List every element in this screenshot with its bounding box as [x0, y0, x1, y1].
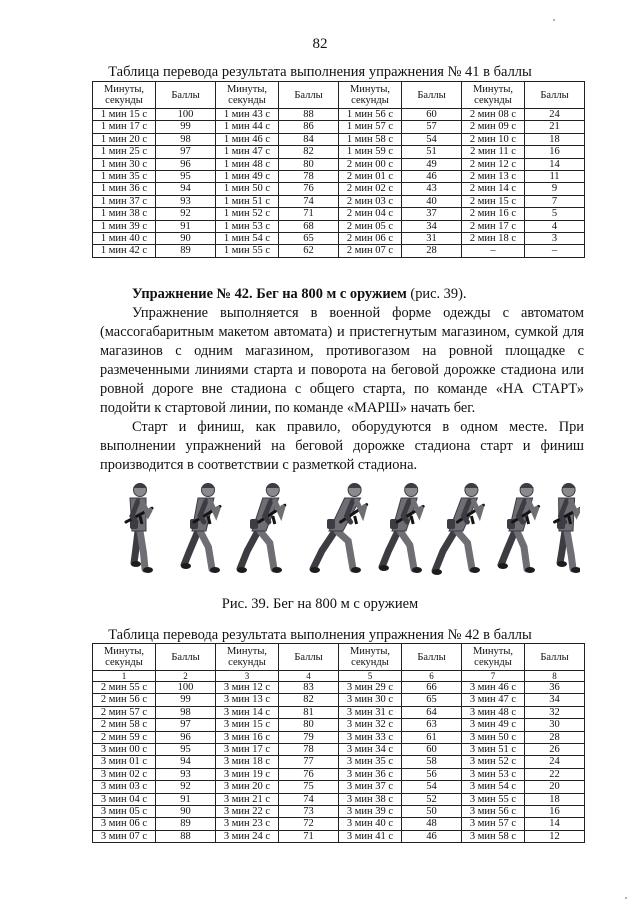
points-cell: 63: [402, 719, 462, 731]
time-cell: 3 мин 50 с: [462, 731, 525, 743]
time-cell: 1 мин 35 с: [93, 171, 156, 183]
time-cell: 3 мин 46 с: [462, 682, 525, 694]
time-cell: 3 мин 56 с: [462, 806, 525, 818]
points-cell: 26: [525, 744, 585, 756]
time-cell: 3 мин 49 с: [462, 719, 525, 731]
points-cell: 14: [525, 818, 585, 830]
time-cell: 3 мин 15 с: [216, 719, 279, 731]
time-cell: 2 мин 16 с: [462, 208, 525, 220]
points-cell: 68: [279, 220, 339, 232]
exercise-title: Упражнение № 42. Бег на 800 м с оружием: [132, 286, 407, 302]
time-cell: 3 мин 32 с: [339, 719, 402, 731]
time-cell: 1 мин 53 с: [216, 220, 279, 232]
time-cell: 1 мин 15 с: [93, 109, 156, 121]
column-number: 2: [156, 671, 216, 682]
points-cell: 60: [402, 109, 462, 121]
points-cell: 78: [279, 171, 339, 183]
time-cell: 3 мин 37 с: [339, 781, 402, 793]
time-cell: 3 мин 06 с: [93, 818, 156, 830]
time-cell: 2 мин 55 с: [93, 682, 156, 694]
points-cell: 32: [525, 706, 585, 718]
table2-body: [93, 682, 585, 843]
running-soldier: [181, 483, 220, 573]
time-cell: 3 мин 22 с: [216, 806, 279, 818]
time-cell: 3 мин 33 с: [339, 731, 402, 743]
points-cell: 93: [156, 195, 216, 207]
points-cell: 99: [156, 694, 216, 706]
points-cell: 28: [525, 731, 585, 743]
table1-caption: Таблица перевода результата выполнения упражнения № 41 в баллы: [108, 64, 532, 80]
time-cell: 2 мин 00 с: [339, 158, 402, 170]
points-cell: 84: [279, 133, 339, 145]
points-cell: 46: [402, 830, 462, 842]
points-cell: 58: [402, 756, 462, 768]
points-cell: 81: [279, 706, 339, 718]
table1-body: [93, 109, 585, 258]
points-cell: 21: [525, 121, 585, 133]
page-number: 82: [312, 36, 328, 52]
points-cell: 3: [525, 233, 585, 245]
points-cell: 14: [525, 158, 585, 170]
points-cell: 90: [156, 233, 216, 245]
time-cell: 3 мин 07 с: [93, 830, 156, 842]
points-cell: 49: [402, 158, 462, 170]
time-cell: 1 мин 55 с: [216, 245, 279, 257]
points-cell: 65: [279, 233, 339, 245]
points-cell: 56: [402, 768, 462, 780]
table2-column-numbers: [93, 671, 585, 682]
time-cell: 3 мин 57 с: [462, 818, 525, 830]
column-header: Баллы: [156, 644, 216, 671]
table-row: [93, 195, 585, 207]
time-cell: 3 мин 31 с: [339, 706, 402, 718]
time-cell: 3 мин 41 с: [339, 830, 402, 842]
points-cell: 7: [525, 195, 585, 207]
time-cell: 1 мин 44 с: [216, 121, 279, 133]
time-cell: 2 мин 11 с: [462, 146, 525, 158]
points-cell: 18: [525, 133, 585, 145]
points-cell: 78: [279, 744, 339, 756]
points-cell: 89: [156, 245, 216, 257]
points-cell: 98: [156, 706, 216, 718]
points-cell: 16: [525, 146, 585, 158]
points-cell: 90: [156, 806, 216, 818]
points-cell: 94: [156, 756, 216, 768]
points-cell: 31: [402, 233, 462, 245]
points-cell: 46: [402, 171, 462, 183]
time-cell: 3 мин 03 с: [93, 781, 156, 793]
time-cell: 2 мин 05 с: [339, 220, 402, 232]
points-cell: 34: [402, 220, 462, 232]
points-cell: 22: [525, 768, 585, 780]
points-cell: 50: [402, 806, 462, 818]
table1-header-row: [93, 82, 585, 109]
points-cell: 82: [279, 146, 339, 158]
points-cell: 62: [279, 245, 339, 257]
points-cell: 92: [156, 208, 216, 220]
time-cell: 2 мин 06 с: [339, 233, 402, 245]
time-cell: 1 мин 43 с: [216, 109, 279, 121]
time-cell: 3 мин 01 с: [93, 756, 156, 768]
time-cell: 3 мин 36 с: [339, 768, 402, 780]
points-cell: 89: [156, 818, 216, 830]
time-cell: 3 мин 30 с: [339, 694, 402, 706]
points-cell: 18: [525, 793, 585, 805]
time-cell: 1 мин 59 с: [339, 146, 402, 158]
time-cell: 3 мин 39 с: [339, 806, 402, 818]
scan-speck: [625, 897, 627, 899]
table-row: [93, 208, 585, 220]
points-cell: 83: [279, 682, 339, 694]
points-cell: 4: [525, 220, 585, 232]
table-row: [93, 171, 585, 183]
time-cell: 3 мин 16 с: [216, 731, 279, 743]
column-number: 8: [525, 671, 585, 682]
time-cell: 1 мин 36 с: [93, 183, 156, 195]
figure-caption: Рис. 39. Бег на 800 м с оружием: [221, 596, 419, 612]
points-cell: 88: [156, 830, 216, 842]
table-row: [93, 806, 585, 818]
time-cell: 2 мин 07 с: [339, 245, 402, 257]
points-cell: 20: [525, 781, 585, 793]
points-cell: 52: [402, 793, 462, 805]
points-cell: –: [525, 245, 585, 257]
column-header: Баллы: [525, 82, 585, 109]
time-cell: 3 мин 02 с: [93, 768, 156, 780]
points-cell: 48: [402, 818, 462, 830]
time-cell: 3 мин 55 с: [462, 793, 525, 805]
table-row: [93, 121, 585, 133]
points-cell: 66: [402, 682, 462, 694]
points-cell: 94: [156, 183, 216, 195]
time-cell: 3 мин 53 с: [462, 768, 525, 780]
time-cell: 3 мин 54 с: [462, 781, 525, 793]
time-cell: 1 мин 39 с: [93, 220, 156, 232]
points-cell: 54: [402, 781, 462, 793]
points-cell: 5: [525, 208, 585, 220]
column-header: Минуты, секунды: [216, 82, 279, 109]
points-cell: 97: [156, 146, 216, 158]
points-cell: 65: [402, 694, 462, 706]
time-cell: 1 мин 20 с: [93, 133, 156, 145]
running-soldier: [379, 483, 423, 573]
running-soldier: [126, 483, 153, 573]
time-cell: 1 мин 40 с: [93, 233, 156, 245]
time-cell: 3 мин 40 с: [339, 818, 402, 830]
column-header: Минуты, секунды: [462, 644, 525, 671]
table-row: [93, 719, 585, 731]
table-row: [93, 682, 585, 694]
column-header: Баллы: [279, 644, 339, 671]
time-cell: 1 мин 50 с: [216, 183, 279, 195]
time-cell: 3 мин 38 с: [339, 793, 402, 805]
points-cell: 77: [279, 756, 339, 768]
column-header: Минуты, секунды: [216, 644, 279, 671]
points-cell: 54: [402, 133, 462, 145]
time-cell: 3 мин 21 с: [216, 793, 279, 805]
points-cell: 100: [156, 682, 216, 694]
points-cell: 75: [279, 781, 339, 793]
points-cell: 71: [279, 830, 339, 842]
time-cell: 2 мин 10 с: [462, 133, 525, 145]
table-row: [93, 744, 585, 756]
points-cell: 91: [156, 220, 216, 232]
time-cell: 1 мин 49 с: [216, 171, 279, 183]
table-row: [93, 818, 585, 830]
column-header: Минуты, секунды: [93, 644, 156, 671]
column-number: 1: [93, 671, 156, 682]
points-cell: 80: [279, 158, 339, 170]
time-cell: 1 мин 46 с: [216, 133, 279, 145]
table-row: [93, 183, 585, 195]
table-row: [93, 706, 585, 718]
time-cell: 3 мин 23 с: [216, 818, 279, 830]
time-cell: 3 мин 12 с: [216, 682, 279, 694]
points-cell: 76: [279, 768, 339, 780]
time-cell: 1 мин 47 с: [216, 146, 279, 158]
table-row: [93, 220, 585, 232]
time-cell: 1 мин 58 с: [339, 133, 402, 145]
table-row: [93, 694, 585, 706]
table-row: [93, 146, 585, 158]
time-cell: 1 мин 56 с: [339, 109, 402, 121]
points-cell: 100: [156, 109, 216, 121]
points-cell: 9: [525, 183, 585, 195]
points-cell: 24: [525, 756, 585, 768]
time-cell: 2 мин 58 с: [93, 719, 156, 731]
points-cell: 36: [525, 682, 585, 694]
time-cell: 1 мин 37 с: [93, 195, 156, 207]
time-cell: 1 мин 42 с: [93, 245, 156, 257]
column-header: Баллы: [402, 82, 462, 109]
time-cell: 2 мин 18 с: [462, 233, 525, 245]
table1: [92, 81, 585, 258]
points-cell: 95: [156, 171, 216, 183]
points-cell: 93: [156, 768, 216, 780]
points-cell: 60: [402, 744, 462, 756]
column-number: 5: [339, 671, 402, 682]
time-cell: 3 мин 58 с: [462, 830, 525, 842]
running-soldier: [310, 483, 367, 573]
exercise-paragraph-1: Упражнение выполняется в военной форме одежды с автоматом (массогабаритным макетом автомата) и пристегнутым магазином, сумкой для магазинов с одним магазином, противогазом на ровной площадке с размеченными линиями старта и поворота на беговой дорожке стадиона или ровной дороге вне стадиона с общего старта, по команде «НА СТАРТ» подойти к стартовой линии, по команде «МАРШ» начать бег.: [100, 305, 584, 416]
points-cell: 72: [279, 818, 339, 830]
column-header: Минуты, секунды: [339, 82, 402, 109]
time-cell: 1 мин 57 с: [339, 121, 402, 133]
column-header: Баллы: [402, 644, 462, 671]
time-cell: 3 мин 29 с: [339, 682, 402, 694]
points-cell: 76: [279, 183, 339, 195]
time-cell: 1 мин 38 с: [93, 208, 156, 220]
running-soldier: [237, 483, 285, 573]
time-cell: 3 мин 51 с: [462, 744, 525, 756]
time-cell: 3 мин 05 с: [93, 806, 156, 818]
table-row: [93, 781, 585, 793]
time-cell: 2 мин 15 с: [462, 195, 525, 207]
time-cell: 1 мин 17 с: [93, 121, 156, 133]
column-header: Баллы: [525, 644, 585, 671]
points-cell: 80: [279, 719, 339, 731]
time-cell: 3 мин 14 с: [216, 706, 279, 718]
scan-speck: [553, 19, 555, 21]
points-cell: 71: [279, 208, 339, 220]
points-cell: 12: [525, 830, 585, 842]
time-cell: 1 мин 48 с: [216, 158, 279, 170]
time-cell: 1 мин 52 с: [216, 208, 279, 220]
time-cell: 2 мин 17 с: [462, 220, 525, 232]
table-row: [93, 109, 585, 121]
column-number: 4: [279, 671, 339, 682]
exercise-paragraph-2: Старт и финиш, как правило, оборудуются в одном месте. При выполнении упражнений на беговой дорожке стадиона старт и финиш производится в соответствии с разметкой стадиона.: [100, 419, 584, 473]
table-row: [93, 133, 585, 145]
time-cell: 2 мин 02 с: [339, 183, 402, 195]
points-cell: 99: [156, 121, 216, 133]
time-cell: 2 мин 57 с: [93, 706, 156, 718]
table-row: [93, 158, 585, 170]
running-soldiers-figure: [120, 476, 580, 576]
time-cell: 3 мин 47 с: [462, 694, 525, 706]
time-cell: 3 мин 34 с: [339, 744, 402, 756]
time-cell: 2 мин 04 с: [339, 208, 402, 220]
time-cell: 2 мин 56 с: [93, 694, 156, 706]
points-cell: 97: [156, 719, 216, 731]
points-cell: 74: [279, 793, 339, 805]
points-cell: 73: [279, 806, 339, 818]
points-cell: 37: [402, 208, 462, 220]
column-header: Минуты, секунды: [462, 82, 525, 109]
time-cell: 3 мин 13 с: [216, 694, 279, 706]
time-cell: 3 мин 35 с: [339, 756, 402, 768]
points-cell: 34: [525, 694, 585, 706]
table2: [92, 643, 585, 843]
points-cell: 86: [279, 121, 339, 133]
time-cell: 3 мин 52 с: [462, 756, 525, 768]
points-cell: 61: [402, 731, 462, 743]
time-cell: 2 мин 01 с: [339, 171, 402, 183]
table-row: [93, 245, 585, 257]
points-cell: 64: [402, 706, 462, 718]
table2-header-row: [93, 644, 585, 671]
table-row: [93, 830, 585, 842]
time-cell: 3 мин 17 с: [216, 744, 279, 756]
points-cell: 40: [402, 195, 462, 207]
table-row: [93, 756, 585, 768]
points-cell: 79: [279, 731, 339, 743]
points-cell: 28: [402, 245, 462, 257]
time-cell: 2 мин 08 с: [462, 109, 525, 121]
table-row: [93, 233, 585, 245]
points-cell: 96: [156, 731, 216, 743]
time-cell: 3 мин 48 с: [462, 706, 525, 718]
points-cell: 82: [279, 694, 339, 706]
points-cell: 57: [402, 121, 462, 133]
points-cell: 16: [525, 806, 585, 818]
table-row: [93, 731, 585, 743]
time-cell: –: [462, 245, 525, 257]
time-cell: 3 мин 18 с: [216, 756, 279, 768]
points-cell: 51: [402, 146, 462, 158]
exercise-title-suffix: (рис. 39).: [406, 286, 467, 302]
time-cell: 3 мин 20 с: [216, 781, 279, 793]
points-cell: 24: [525, 109, 585, 121]
points-cell: 30: [525, 719, 585, 731]
points-cell: 74: [279, 195, 339, 207]
column-header: Баллы: [279, 82, 339, 109]
points-cell: 92: [156, 781, 216, 793]
time-cell: 1 мин 51 с: [216, 195, 279, 207]
table-row: [93, 793, 585, 805]
column-header: Минуты, секунды: [339, 644, 402, 671]
time-cell: 3 мин 04 с: [93, 793, 156, 805]
time-cell: 2 мин 13 с: [462, 171, 525, 183]
points-cell: 11: [525, 171, 585, 183]
points-cell: 88: [279, 109, 339, 121]
time-cell: 1 мин 54 с: [216, 233, 279, 245]
exercise-text: [100, 285, 584, 475]
points-cell: 95: [156, 744, 216, 756]
time-cell: 3 мин 19 с: [216, 768, 279, 780]
points-cell: 98: [156, 133, 216, 145]
time-cell: 2 мин 12 с: [462, 158, 525, 170]
time-cell: 2 мин 59 с: [93, 731, 156, 743]
points-cell: 91: [156, 793, 216, 805]
time-cell: 2 мин 03 с: [339, 195, 402, 207]
time-cell: 3 мин 24 с: [216, 830, 279, 842]
time-cell: 2 мин 09 с: [462, 121, 525, 133]
time-cell: 1 мин 30 с: [93, 158, 156, 170]
column-number: 6: [402, 671, 462, 682]
running-soldier: [498, 483, 539, 573]
column-number: 7: [462, 671, 525, 682]
exercise-heading: [100, 285, 584, 304]
points-cell: 43: [402, 183, 462, 195]
column-header: Баллы: [156, 82, 216, 109]
points-cell: 96: [156, 158, 216, 170]
time-cell: 1 мин 25 с: [93, 146, 156, 158]
time-cell: 2 мин 14 с: [462, 183, 525, 195]
running-soldier: [555, 483, 580, 573]
running-soldier: [432, 483, 483, 575]
column-header: Минуты, секунды: [93, 82, 156, 109]
time-cell: 3 мин 00 с: [93, 744, 156, 756]
column-number: 3: [216, 671, 279, 682]
table-row: [93, 768, 585, 780]
table2-caption: Таблица перевода результата выполнения упражнения № 42 в баллы: [108, 627, 532, 643]
